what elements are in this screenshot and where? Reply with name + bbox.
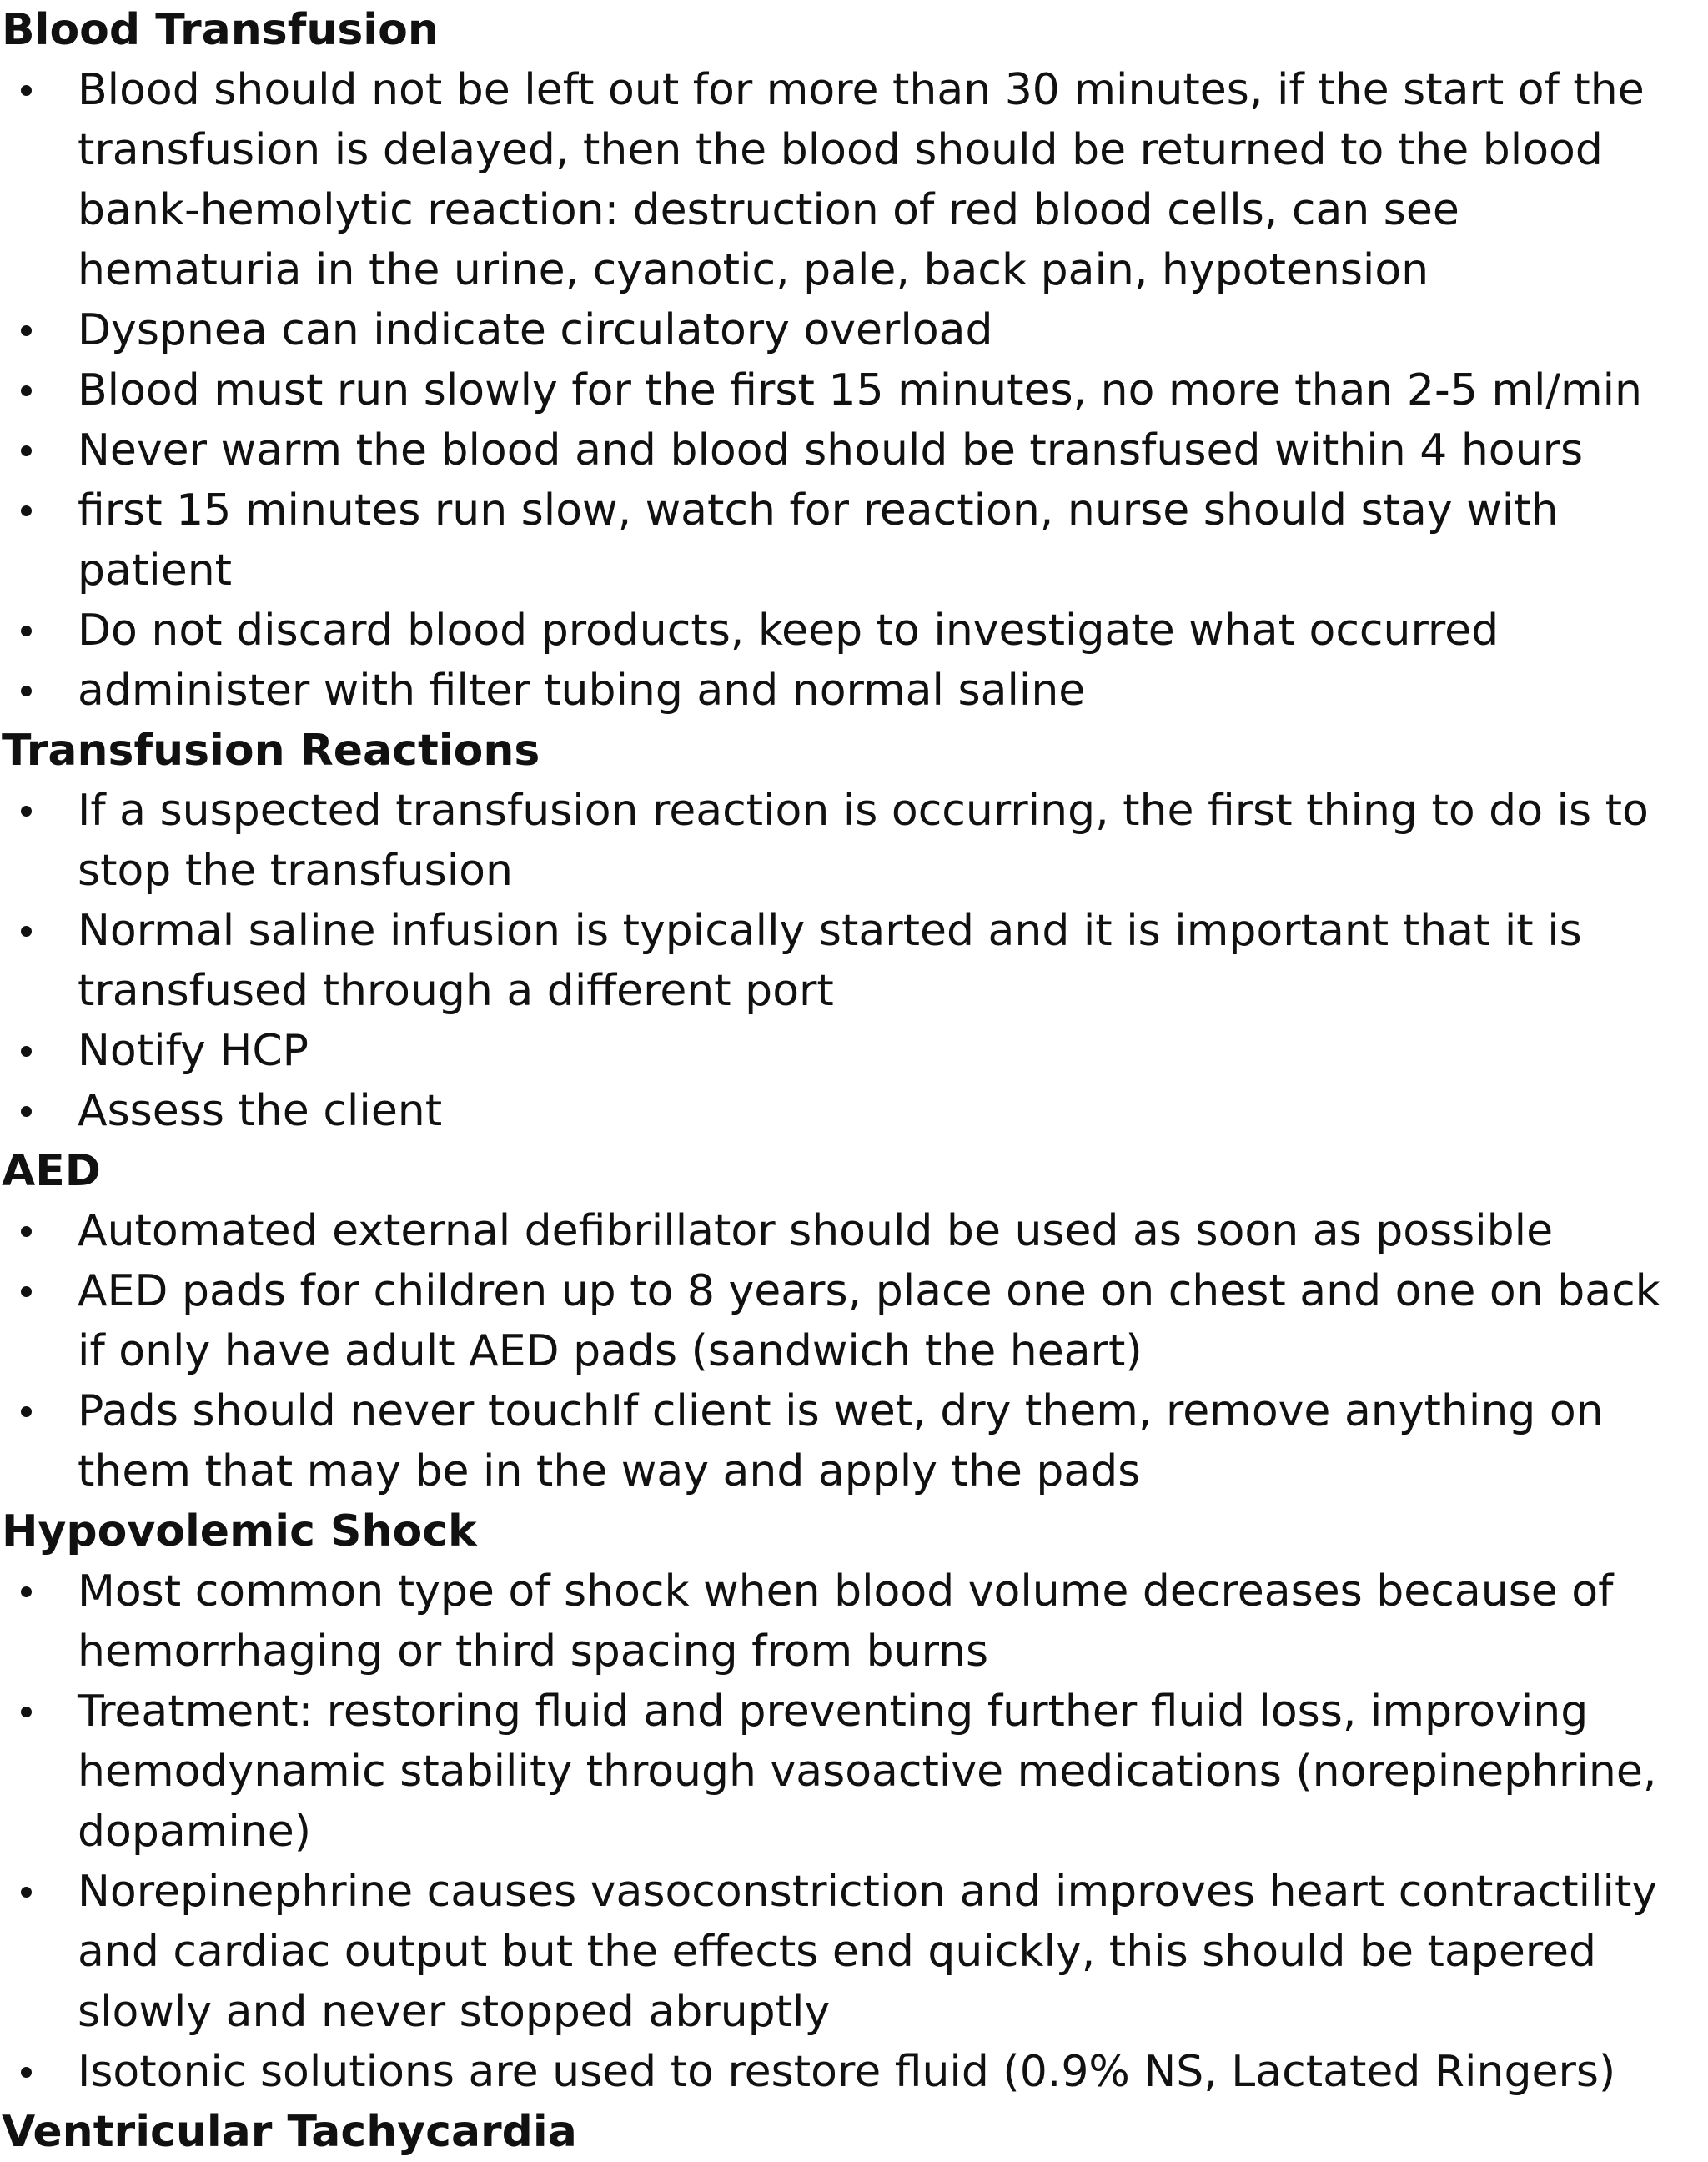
bullet-icon (21, 445, 32, 456)
bullet-list (0, 1201, 1708, 1501)
list-item-text: AED pads for children up to 8 years, place one on chest and one on back if only have adult AED pads (sandwich the heart) (78, 1266, 1660, 1376)
bullet-icon (21, 325, 32, 336)
list-item-text: Treatment: restoring fluid and preventing further fluid loss, improving hemodynamic stability through vasoactive medications (norepinephrine, dopamine) (78, 1687, 1657, 1857)
list-item (0, 360, 1708, 420)
list-item-text: first 15 minutes run slow, watch for reaction, nurse should stay with patient (78, 485, 1559, 596)
list-item-text: Assess the client (78, 1086, 443, 1136)
list-item (0, 1682, 1708, 1862)
list-item (0, 1561, 1708, 1682)
list-item-text: Do not discard blood products, keep to investigate what occurred (78, 606, 1500, 656)
bullet-icon (21, 1226, 32, 1237)
bullet-list (0, 1561, 1708, 2102)
section-transfusion-reactions (0, 721, 1708, 1141)
section-heading: Ventricular Tachycardia (2, 2107, 577, 2157)
list-item (0, 661, 1708, 721)
section-heading: Transfusion Reactions (2, 726, 540, 776)
section-ventricular-tachycardia (0, 2102, 1708, 2162)
list-item (0, 420, 1708, 480)
list-item-text: Pads should never touchIf client is wet, dry them, remove anything on them that may be in the way and apply the pads (78, 1386, 1604, 1496)
bullet-icon (21, 505, 32, 516)
section-heading: AED (2, 1146, 101, 1196)
bullet-icon (21, 385, 32, 396)
bullet-icon (21, 1106, 32, 1117)
list-item (0, 601, 1708, 661)
list-item (0, 1201, 1708, 1261)
list-item (0, 1381, 1708, 1501)
bullet-icon (21, 1707, 32, 1717)
list-item-text: Most common type of shock when blood volume decreases because of hemorrhaging or third spacing from burns (78, 1566, 1614, 1677)
section-heading: Blood Transfusion (2, 5, 439, 55)
list-item-text: Automated external defibrillator should be used as soon as possible (78, 1206, 1554, 1256)
bullet-icon (21, 1406, 32, 1417)
list-item-text: Normal saline infusion is typically started and it is important that it is transfused through a different port (78, 906, 1582, 1016)
list-item (0, 60, 1708, 300)
bullet-icon (21, 686, 32, 696)
bullet-list (0, 781, 1708, 1141)
section-blood-transfusion (0, 0, 1708, 721)
list-item-text: If a suspected transfusion reaction is occurring, the first thing to do is to stop the transfusion (78, 786, 1649, 896)
list-item (0, 901, 1708, 1021)
list-item (0, 1081, 1708, 1141)
bullet-icon (21, 1887, 32, 1898)
bullet-icon (21, 2067, 32, 2078)
section-aed (0, 1141, 1708, 1501)
list-item-text: Norepinephrine causes vasoconstriction and improves heart contractility and cardiac output but the effects end quickly, this should be tapered slowly and never stopped abruptly (78, 1867, 1658, 2037)
section-hypovolemic-shock (0, 1501, 1708, 2102)
list-item (0, 1862, 1708, 2042)
list-item-text: Blood should not be left out for more than 30 minutes, if the start of the transfusion is delayed, then the blood should be returned to the blood bank-hemolytic reaction: destruction of red blood cells, can see hematuria in the urine, cyanotic, pale, back pain, hypotension (78, 65, 1645, 295)
bullet-icon (21, 926, 32, 937)
list-item-text: Never warm the blood and blood should be transfused within 4 hours (78, 425, 1584, 475)
list-item-text: Isotonic solutions are used to restore fluid (0.9% NS, Lactated Ringers) (78, 2047, 1616, 2097)
list-item (0, 300, 1708, 360)
bullet-icon (21, 1586, 32, 1597)
bullet-icon (21, 626, 32, 636)
list-item-text: Notify HCP (78, 1026, 309, 1076)
bullet-icon (21, 1286, 32, 1297)
list-item-text: Dyspnea can indicate circulatory overload (78, 305, 993, 355)
list-item (0, 781, 1708, 901)
list-item (0, 1021, 1708, 1081)
list-item (0, 2042, 1708, 2102)
bullet-icon (21, 1046, 32, 1057)
bullet-icon (21, 85, 32, 96)
bullet-list (0, 60, 1708, 721)
bullet-icon (21, 806, 32, 817)
list-item (0, 1261, 1708, 1381)
list-item-text: administer with filter tubing and normal saline (78, 666, 1086, 716)
list-item-text: Blood must run slowly for the first 15 minutes, no more than 2-5 ml/min (78, 365, 1643, 415)
list-item (0, 480, 1708, 601)
section-heading: Hypovolemic Shock (2, 1506, 477, 1556)
